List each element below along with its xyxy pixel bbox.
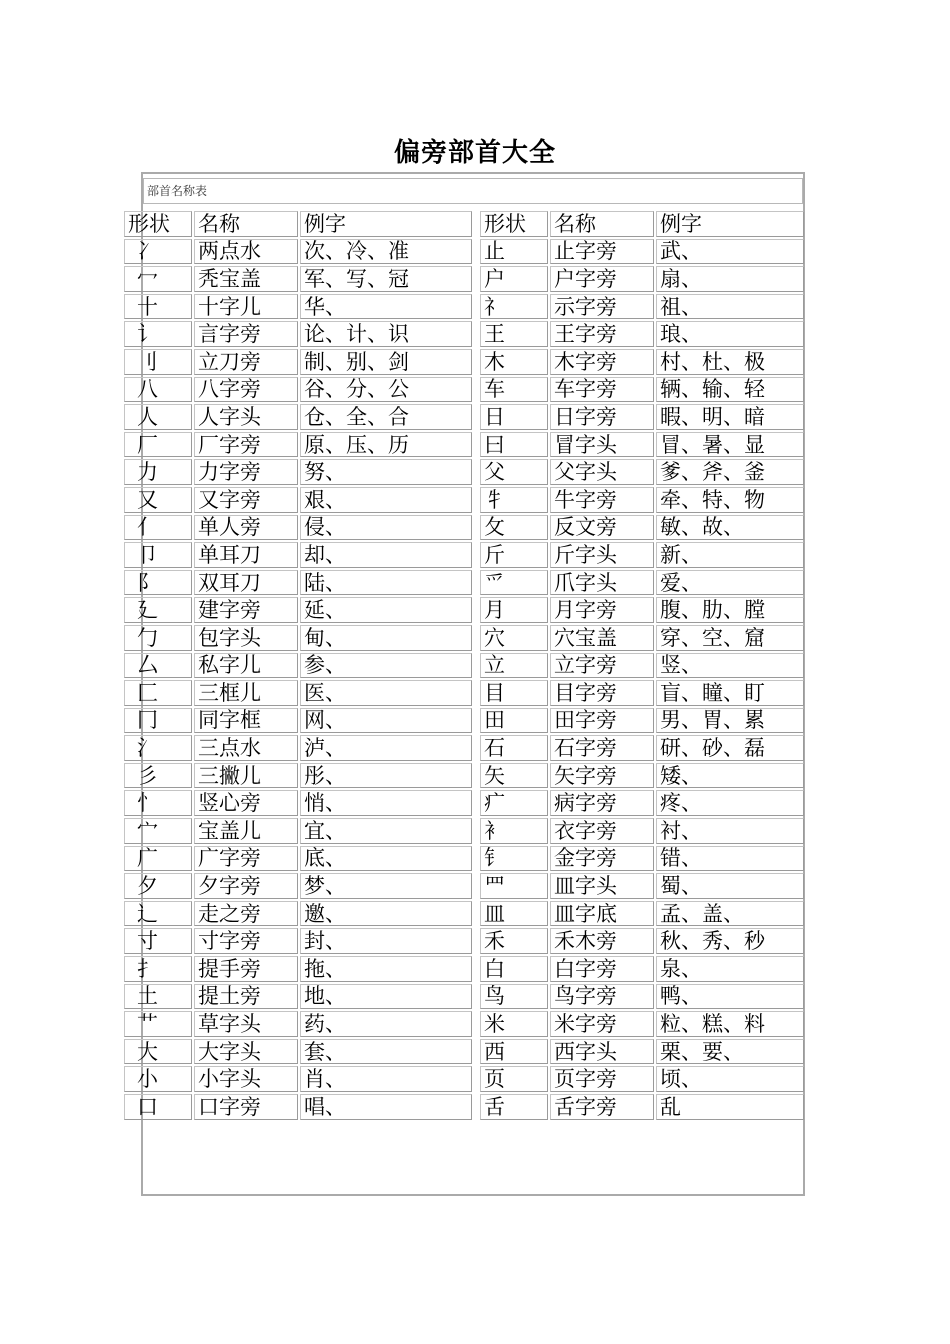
- cell-shape-right: 矢: [480, 763, 548, 789]
- cell-examples-left: 甸、: [300, 625, 472, 651]
- table-row: [124, 653, 804, 679]
- cell-name-left: 口字旁: [194, 1094, 298, 1120]
- column-gap: [474, 266, 478, 292]
- cell-name-right: 皿字底: [550, 901, 654, 927]
- cell-examples-right: 孟、盖、: [656, 901, 804, 927]
- cell-name-left: 宝盖儿: [194, 818, 298, 844]
- cell-examples-right: 暇、明、暗: [656, 404, 804, 430]
- table-row: [124, 377, 804, 403]
- cell-shape-right: 日: [480, 404, 548, 430]
- column-gap: [474, 432, 478, 458]
- cell-examples-left: 药、: [300, 1011, 472, 1037]
- cell-shape-right: 舌: [480, 1094, 548, 1120]
- cell-shape-left: 八: [124, 377, 192, 403]
- column-gap: [474, 1094, 478, 1120]
- cell-examples-right: 武、: [656, 239, 804, 265]
- cell-shape-right: 禾: [480, 928, 548, 954]
- cell-examples-left: 肖、: [300, 1066, 472, 1092]
- column-gap: [474, 570, 478, 596]
- cell-shape-left: 亻: [124, 515, 192, 541]
- cell-name-left: 小字头: [194, 1066, 298, 1092]
- cell-name-right: 月字旁: [550, 597, 654, 623]
- cell-shape-right: 攵: [480, 515, 548, 541]
- cell-name-left: 厂字旁: [194, 432, 298, 458]
- cell-shape-left: 小: [124, 1066, 192, 1092]
- cell-name-left: 十字儿: [194, 294, 298, 320]
- cell-examples-left: 延、: [300, 597, 472, 623]
- cell-shape-left: 口: [124, 1094, 192, 1120]
- header-name-left: 名称: [194, 211, 298, 237]
- cell-examples-right: 盲、瞳、盯: [656, 680, 804, 706]
- cell-shape-right: 钅: [480, 846, 548, 872]
- cell-shape-right: 穴: [480, 625, 548, 651]
- cell-name-right: 病字旁: [550, 790, 654, 816]
- cell-name-left: 私字儿: [194, 653, 298, 679]
- table-row: [124, 763, 804, 789]
- cell-examples-right: 粒、糕、料: [656, 1011, 804, 1037]
- cell-shape-left: 厶: [124, 653, 192, 679]
- table-row: [124, 818, 804, 844]
- cell-examples-left: 论、计、识: [300, 321, 472, 347]
- cell-examples-left: 悄、: [300, 790, 472, 816]
- cell-shape-right: 父: [480, 459, 548, 485]
- cell-shape-left: 人: [124, 404, 192, 430]
- cell-shape-left: 彡: [124, 763, 192, 789]
- cell-examples-left: 制、别、剑: [300, 349, 472, 375]
- header-name-right: 名称: [550, 211, 654, 237]
- cell-shape-right: 西: [480, 1039, 548, 1065]
- cell-shape-left: 勹: [124, 625, 192, 651]
- cell-shape-left: 十: [124, 294, 192, 320]
- cell-examples-right: 琅、: [656, 321, 804, 347]
- column-gap: [474, 515, 478, 541]
- cell-name-left: 夕字旁: [194, 873, 298, 899]
- cell-examples-right: 爱、: [656, 570, 804, 596]
- cell-shape-left: 土: [124, 984, 192, 1010]
- cell-shape-left: 力: [124, 459, 192, 485]
- cell-shape-right: 曰: [480, 432, 548, 458]
- cell-examples-right: 男、胃、累: [656, 708, 804, 734]
- cell-examples-left: 却、: [300, 542, 472, 568]
- cell-examples-right: 冒、暑、显: [656, 432, 804, 458]
- cell-examples-right: 竖、: [656, 653, 804, 679]
- cell-examples-left: 医、: [300, 680, 472, 706]
- column-gap: [474, 321, 478, 347]
- cell-shape-left: 艹: [124, 1011, 192, 1037]
- cell-examples-right: 疼、: [656, 790, 804, 816]
- cell-name-left: 八字旁: [194, 377, 298, 403]
- cell-name-right: 穴宝盖: [550, 625, 654, 651]
- column-gap: [474, 928, 478, 954]
- cell-examples-right: 牵、特、物: [656, 487, 804, 513]
- cell-examples-left: 唱、: [300, 1094, 472, 1120]
- cell-name-right: 车字旁: [550, 377, 654, 403]
- cell-shape-right: 止: [480, 239, 548, 265]
- column-gap: [474, 487, 478, 513]
- column-gap: [474, 763, 478, 789]
- cell-shape-right: 米: [480, 1011, 548, 1037]
- cell-shape-left: 忄: [124, 790, 192, 816]
- column-gap: [474, 1066, 478, 1092]
- cell-shape-right: 疒: [480, 790, 548, 816]
- cell-name-right: 王字旁: [550, 321, 654, 347]
- cell-name-left: 立刀旁: [194, 349, 298, 375]
- cell-name-right: 西字头: [550, 1039, 654, 1065]
- cell-shape-left: 辶: [124, 901, 192, 927]
- cell-name-left: 寸字旁: [194, 928, 298, 954]
- cell-shape-left: 讠: [124, 321, 192, 347]
- table-row: [124, 349, 804, 375]
- cell-shape-left: 氵: [124, 735, 192, 761]
- cell-shape-right: 爫: [480, 570, 548, 596]
- column-gap: [474, 680, 478, 706]
- column-gap: [474, 984, 478, 1010]
- cell-examples-right: 错、: [656, 846, 804, 872]
- cell-name-right: 立字旁: [550, 653, 654, 679]
- cell-examples-right: 爹、斧、釜: [656, 459, 804, 485]
- column-gap: [474, 597, 478, 623]
- column-gap: [474, 956, 478, 982]
- cell-name-right: 爪字头: [550, 570, 654, 596]
- cell-examples-right: 秋、秀、秒: [656, 928, 804, 954]
- cell-examples-right: 腹、肋、膛: [656, 597, 804, 623]
- cell-name-right: 皿字头: [550, 873, 654, 899]
- table-row: [124, 735, 804, 761]
- cell-shape-left: 刂: [124, 349, 192, 375]
- cell-shape-right: 皿: [480, 901, 548, 927]
- cell-shape-right: 衤: [480, 818, 548, 844]
- column-gap: [474, 735, 478, 761]
- cell-shape-left: 夕: [124, 873, 192, 899]
- cell-name-right: 田字旁: [550, 708, 654, 734]
- column-gap: [474, 377, 478, 403]
- cell-shape-left: 冂: [124, 708, 192, 734]
- table-body: [124, 239, 804, 1120]
- cell-shape-right: 罒: [480, 873, 548, 899]
- cell-name-left: 三框儿: [194, 680, 298, 706]
- cell-name-left: 单人旁: [194, 515, 298, 541]
- cell-examples-left: 参、: [300, 653, 472, 679]
- cell-name-left: 三点水: [194, 735, 298, 761]
- cell-examples-right: 辆、输、轻: [656, 377, 804, 403]
- cell-examples-right: 研、砂、磊: [656, 735, 804, 761]
- header-shape-left: 形状: [124, 211, 192, 237]
- table-row: [124, 239, 804, 265]
- cell-name-right: 反文旁: [550, 515, 654, 541]
- cell-shape-left: 廴: [124, 597, 192, 623]
- column-gap: [474, 211, 478, 237]
- cell-examples-right: 蜀、: [656, 873, 804, 899]
- cell-name-right: 木字旁: [550, 349, 654, 375]
- table-row: [124, 790, 804, 816]
- cell-examples-right: 扇、: [656, 266, 804, 292]
- cell-name-right: 斤字头: [550, 542, 654, 568]
- table-row: [124, 901, 804, 927]
- table-row: [124, 680, 804, 706]
- page-title: 偏旁部首大全: [393, 138, 556, 168]
- cell-examples-left: 宜、: [300, 818, 472, 844]
- cell-name-right: 衣字旁: [550, 818, 654, 844]
- cell-examples-left: 陆、: [300, 570, 472, 596]
- cell-examples-right: 顷、: [656, 1066, 804, 1092]
- column-gap: [474, 846, 478, 872]
- cell-name-left: 言字旁: [194, 321, 298, 347]
- column-gap: [474, 625, 478, 651]
- table-row: [124, 321, 804, 347]
- header-row: [124, 211, 804, 237]
- cell-shape-right: 牜: [480, 487, 548, 513]
- cell-shape-left: 厂: [124, 432, 192, 458]
- cell-examples-left: 原、压、历: [300, 432, 472, 458]
- column-gap: [474, 239, 478, 265]
- cell-examples-right: 泉、: [656, 956, 804, 982]
- cell-shape-right: 礻: [480, 294, 548, 320]
- cell-name-right: 白字旁: [550, 956, 654, 982]
- cell-examples-left: 网、: [300, 708, 472, 734]
- cell-shape-right: 鸟: [480, 984, 548, 1010]
- cell-examples-right: 村、杜、极: [656, 349, 804, 375]
- cell-shape-left: 广: [124, 846, 192, 872]
- table-caption: 部首名称表: [143, 178, 803, 204]
- cell-examples-left: 谷、分、公: [300, 377, 472, 403]
- table-row: [124, 542, 804, 568]
- cell-name-right: 禾木旁: [550, 928, 654, 954]
- cell-shape-left: 阝: [124, 570, 192, 596]
- table-row: [124, 928, 804, 954]
- cell-examples-left: 泸、: [300, 735, 472, 761]
- table-row: [124, 487, 804, 513]
- column-gap: [474, 1011, 478, 1037]
- table-row: [124, 515, 804, 541]
- cell-examples-right: 矮、: [656, 763, 804, 789]
- cell-shape-right: 石: [480, 735, 548, 761]
- cell-name-left: 单耳刀: [194, 542, 298, 568]
- cell-name-right: 示字旁: [550, 294, 654, 320]
- cell-examples-left: 套、: [300, 1039, 472, 1065]
- cell-examples-left: 邀、: [300, 901, 472, 927]
- cell-shape-right: 月: [480, 597, 548, 623]
- cell-name-left: 广字旁: [194, 846, 298, 872]
- table-row: [124, 984, 804, 1010]
- cell-shape-left: 冫: [124, 239, 192, 265]
- cell-shape-left: 匚: [124, 680, 192, 706]
- cell-examples-right: 敏、故、: [656, 515, 804, 541]
- cell-examples-left: 彤、: [300, 763, 472, 789]
- cell-examples-left: 梦、: [300, 873, 472, 899]
- table-row: [124, 459, 804, 485]
- radicals-table: [122, 209, 806, 1122]
- table-row: [124, 432, 804, 458]
- cell-examples-left: 底、: [300, 846, 472, 872]
- column-gap: [474, 349, 478, 375]
- cell-shape-left: 卩: [124, 542, 192, 568]
- cell-name-left: 大字头: [194, 1039, 298, 1065]
- cell-shape-left: 大: [124, 1039, 192, 1065]
- cell-shape-right: 立: [480, 653, 548, 679]
- cell-name-right: 止字旁: [550, 239, 654, 265]
- cell-name-right: 金字旁: [550, 846, 654, 872]
- cell-examples-left: 艰、: [300, 487, 472, 513]
- cell-name-left: 竖心旁: [194, 790, 298, 816]
- cell-name-right: 目字旁: [550, 680, 654, 706]
- cell-examples-left: 军、写、冠: [300, 266, 472, 292]
- cell-name-left: 力字旁: [194, 459, 298, 485]
- cell-examples-right: 鸭、: [656, 984, 804, 1010]
- cell-shape-right: 户: [480, 266, 548, 292]
- cell-name-left: 走之旁: [194, 901, 298, 927]
- table-row: [124, 846, 804, 872]
- column-gap: [474, 901, 478, 927]
- cell-examples-right: 栗、要、: [656, 1039, 804, 1065]
- cell-name-right: 户字旁: [550, 266, 654, 292]
- cell-name-left: 又字旁: [194, 487, 298, 513]
- cell-name-right: 冒字头: [550, 432, 654, 458]
- cell-shape-right: 木: [480, 349, 548, 375]
- column-gap: [474, 542, 478, 568]
- cell-examples-right: 穿、空、窟: [656, 625, 804, 651]
- cell-examples-right: 祖、: [656, 294, 804, 320]
- cell-shape-right: 白: [480, 956, 548, 982]
- table-row: [124, 873, 804, 899]
- cell-shape-left: 扌: [124, 956, 192, 982]
- table-row: [124, 597, 804, 623]
- cell-shape-left: 又: [124, 487, 192, 513]
- table-row: [124, 570, 804, 596]
- cell-shape-left: 寸: [124, 928, 192, 954]
- table-row: [124, 294, 804, 320]
- cell-shape-right: 斤: [480, 542, 548, 568]
- column-gap: [474, 404, 478, 430]
- cell-shape-right: 目: [480, 680, 548, 706]
- cell-name-right: 日字旁: [550, 404, 654, 430]
- table-row: [124, 1039, 804, 1065]
- column-gap: [474, 818, 478, 844]
- column-gap: [474, 708, 478, 734]
- cell-name-left: 双耳刀: [194, 570, 298, 596]
- cell-examples-right: 乱: [656, 1094, 804, 1120]
- cell-name-right: 牛字旁: [550, 487, 654, 513]
- cell-name-right: 舌字旁: [550, 1094, 654, 1120]
- cell-examples-left: 努、: [300, 459, 472, 485]
- cell-name-right: 矢字旁: [550, 763, 654, 789]
- column-gap: [474, 294, 478, 320]
- cell-name-left: 包字头: [194, 625, 298, 651]
- cell-name-left: 秃宝盖: [194, 266, 298, 292]
- cell-name-left: 两点水: [194, 239, 298, 265]
- cell-name-left: 人字头: [194, 404, 298, 430]
- column-gap: [474, 653, 478, 679]
- cell-shape-right: 车: [480, 377, 548, 403]
- cell-examples-right: 衬、: [656, 818, 804, 844]
- cell-name-left: 草字头: [194, 1011, 298, 1037]
- cell-shape-left: 冖: [124, 266, 192, 292]
- cell-examples-left: 华、: [300, 294, 472, 320]
- cell-shape-left: 宀: [124, 818, 192, 844]
- cell-name-right: 鸟字旁: [550, 984, 654, 1010]
- table-row: [124, 956, 804, 982]
- cell-shape-right: 王: [480, 321, 548, 347]
- cell-examples-left: 拖、: [300, 956, 472, 982]
- cell-examples-right: 新、: [656, 542, 804, 568]
- cell-name-left: 建字旁: [194, 597, 298, 623]
- column-gap: [474, 1039, 478, 1065]
- cell-name-right: 页字旁: [550, 1066, 654, 1092]
- cell-shape-right: 页: [480, 1066, 548, 1092]
- cell-name-left: 提土旁: [194, 984, 298, 1010]
- table-row: [124, 404, 804, 430]
- cell-name-right: 父字头: [550, 459, 654, 485]
- cell-name-right: 米字旁: [550, 1011, 654, 1037]
- cell-name-right: 石字旁: [550, 735, 654, 761]
- column-gap: [474, 790, 478, 816]
- header-examples-left: 例字: [300, 211, 472, 237]
- cell-examples-left: 侵、: [300, 515, 472, 541]
- table-row: [124, 1066, 804, 1092]
- cell-examples-left: 仓、全、合: [300, 404, 472, 430]
- cell-name-left: 三撇儿: [194, 763, 298, 789]
- table-row: [124, 708, 804, 734]
- cell-examples-left: 地、: [300, 984, 472, 1010]
- header-examples-right: 例字: [656, 211, 804, 237]
- table-row: [124, 1011, 804, 1037]
- cell-examples-left: 次、冷、准: [300, 239, 472, 265]
- column-gap: [474, 459, 478, 485]
- column-gap: [474, 873, 478, 899]
- cell-shape-right: 田: [480, 708, 548, 734]
- cell-examples-left: 封、: [300, 928, 472, 954]
- cell-name-left: 提手旁: [194, 956, 298, 982]
- table-row: [124, 1094, 804, 1120]
- header-shape-right: 形状: [480, 211, 548, 237]
- table-row: [124, 625, 804, 651]
- table-row: [124, 266, 804, 292]
- cell-name-left: 同字框: [194, 708, 298, 734]
